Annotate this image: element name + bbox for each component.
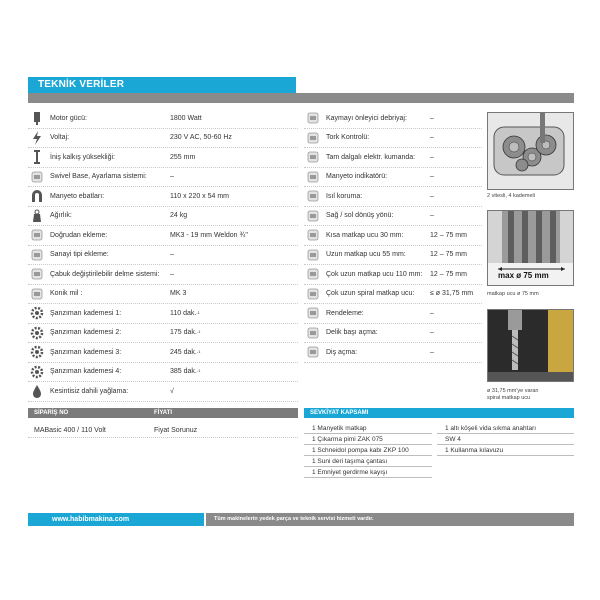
spec-row bbox=[304, 265, 482, 285]
spiral-drill-icon bbox=[304, 286, 322, 302]
spec-value-text: – bbox=[430, 348, 434, 356]
spec-label: Şanzıman kademesi 3: bbox=[50, 348, 122, 356]
spec-label: Kesintisiz dahili yağlama: bbox=[50, 387, 129, 395]
drill-caption-1: ø 31,75 mm'ye varan bbox=[487, 388, 539, 394]
spec-row bbox=[304, 324, 482, 344]
shipping-header: SEVKİYAT KAPSAMI bbox=[304, 408, 574, 418]
spec-value-text: 255 mm bbox=[170, 153, 196, 161]
spec-value-text: – bbox=[430, 134, 434, 142]
thread-icon bbox=[304, 344, 322, 360]
spec-row bbox=[304, 187, 482, 207]
spec-row bbox=[28, 304, 298, 324]
spec-value-text: 230 V AC, 50-60 Hz bbox=[170, 134, 232, 142]
drop-icon bbox=[28, 383, 46, 399]
spec-label: Swivel Base, Ayarlama sistemi: bbox=[50, 173, 147, 181]
height-arrow-icon bbox=[28, 149, 46, 165]
spec-value-text: – bbox=[430, 153, 434, 161]
spec-value bbox=[166, 290, 298, 297]
spec-row bbox=[304, 148, 482, 168]
spec-label: Şanzıman kademesi 2: bbox=[50, 329, 122, 337]
spec-value bbox=[428, 134, 482, 141]
gearbox-caption: 2 vitesli, 4 kademeli bbox=[487, 193, 535, 199]
swivel-base-icon bbox=[28, 169, 46, 185]
spec-value-text: 385 dak. bbox=[170, 368, 197, 376]
order-col-sku: SİPARİŞ NO bbox=[34, 410, 69, 416]
spec-value-unit-exponent: -1 bbox=[196, 329, 201, 335]
spec-value bbox=[428, 232, 482, 239]
spec-value-text: – bbox=[170, 251, 174, 259]
order-price: Fiyat Sorunuz bbox=[154, 427, 198, 434]
spec-row bbox=[304, 285, 482, 305]
spec-value-text: 12 – 75 mm bbox=[430, 270, 467, 278]
lightning-icon bbox=[28, 130, 46, 146]
spec-value-text: 12 – 75 mm bbox=[430, 251, 467, 259]
spec-label: Voltaj: bbox=[50, 134, 70, 142]
spec-value bbox=[166, 173, 298, 180]
spec-label: Diş açma: bbox=[326, 348, 358, 356]
weight-icon bbox=[28, 208, 46, 224]
list-item: 1 altı köşeli vida sıkma anahtarı bbox=[437, 423, 574, 434]
spec-value-text: 175 dak. bbox=[170, 329, 197, 337]
torque-icon bbox=[304, 130, 322, 146]
list-item: 1 Manyetik matkap bbox=[304, 423, 432, 434]
spec-row bbox=[28, 265, 298, 285]
spec-value bbox=[428, 271, 482, 278]
spec-value-unit-exponent: -1 bbox=[196, 348, 201, 354]
spec-row bbox=[304, 168, 482, 188]
list-item: 1 Emniyet gerdirme kayışı bbox=[304, 467, 432, 478]
spec-value-text: 245 dak. bbox=[170, 348, 197, 356]
spec-value-text: – bbox=[170, 173, 174, 181]
spec-value-text: 12 – 75 mm bbox=[430, 231, 467, 239]
spec-value bbox=[166, 329, 298, 336]
spec-label: Ağırlık: bbox=[50, 212, 72, 220]
spec-value bbox=[166, 115, 298, 122]
drill-caption-2: spiral matkap ucu bbox=[487, 395, 531, 401]
spec-label: Kaymayı önleyici debriyaj: bbox=[326, 114, 407, 122]
spec-row bbox=[28, 187, 298, 207]
spec-value bbox=[428, 193, 482, 200]
spec-table-left bbox=[28, 109, 298, 402]
spec-row bbox=[28, 324, 298, 344]
spec-value bbox=[166, 193, 298, 200]
spec-row bbox=[28, 148, 298, 168]
header-divider bbox=[28, 93, 574, 103]
long-cutter-icon bbox=[304, 247, 322, 263]
spec-label: Sağ / sol dönüş yönü: bbox=[326, 212, 394, 220]
shipping-list-right bbox=[437, 423, 574, 456]
spec-value bbox=[428, 349, 482, 356]
spec-value-unit-exponent: -1 bbox=[196, 309, 200, 315]
spec-value-text: 110 dak. bbox=[170, 309, 197, 317]
cutter-caption: matkap ucu ø 75 mm bbox=[487, 291, 539, 297]
spec-label: Konik mil : bbox=[50, 290, 83, 298]
order-header bbox=[28, 408, 298, 418]
motor-icon bbox=[28, 110, 46, 126]
spec-value-text: 24 kg bbox=[170, 212, 188, 220]
thermo-icon bbox=[304, 188, 322, 204]
list-item: 1 Kullanma kılavuzu bbox=[437, 445, 574, 456]
spec-value bbox=[428, 173, 482, 180]
spec-row bbox=[28, 285, 298, 305]
spec-value-text: 110 x 220 x 54 mm bbox=[170, 192, 230, 200]
spec-row bbox=[304, 304, 482, 324]
spec-value-text: – bbox=[430, 173, 434, 181]
spec-table-right bbox=[304, 109, 482, 363]
spec-label: Çabuk değiştirilebilir delme sistemi: bbox=[50, 270, 160, 278]
spec-value bbox=[166, 349, 298, 356]
spec-label: Manyeto ebatları: bbox=[50, 192, 105, 200]
spec-value bbox=[428, 251, 482, 258]
spec-value-text: 1800 Watt bbox=[170, 114, 202, 122]
countersink-icon bbox=[304, 325, 322, 341]
shipping-list-left bbox=[304, 423, 432, 478]
spec-value bbox=[166, 310, 298, 317]
spec-value bbox=[166, 271, 298, 278]
spec-value bbox=[428, 115, 482, 122]
spec-row bbox=[28, 226, 298, 246]
reaming-icon bbox=[304, 305, 322, 321]
spec-value-text: – bbox=[430, 329, 434, 337]
list-item: SW 4 bbox=[437, 434, 574, 445]
spec-value bbox=[166, 232, 298, 239]
spec-row bbox=[28, 246, 298, 266]
list-item: 1 Suni deri taşıma çantası bbox=[304, 456, 432, 467]
spec-row bbox=[28, 343, 298, 363]
footer-note: Tüm makinelerin yedek parça ve teknik servisi hizmeti vardır. bbox=[206, 513, 574, 526]
spec-value-text: √ bbox=[170, 387, 174, 395]
spec-value bbox=[166, 368, 298, 375]
spec-label: İniş kalkış yüksekliği: bbox=[50, 153, 115, 161]
spec-label: Uzun matkap ucu 55 mm: bbox=[326, 251, 406, 259]
spec-label: Kısa matkap ucu 30 mm: bbox=[326, 231, 404, 239]
spec-value bbox=[166, 154, 298, 161]
table-row bbox=[28, 424, 298, 438]
spec-value bbox=[428, 212, 482, 219]
order-col-price: FİYATI bbox=[154, 410, 173, 416]
spec-value-text: MK3 - 19 mm Weldon ¾" bbox=[170, 231, 248, 239]
spec-row bbox=[304, 226, 482, 246]
spec-label: Motor gücü: bbox=[50, 114, 87, 122]
spec-row bbox=[304, 129, 482, 149]
spec-value bbox=[428, 290, 482, 297]
cutter-max-label: max ø 75 mm bbox=[498, 271, 549, 280]
list-item: 1 Çıkarma pimi ZAK 075 bbox=[304, 434, 432, 445]
spec-label: Isıl koruma: bbox=[326, 192, 363, 200]
spec-label: Çok uzun matkap ucu 110 mm: bbox=[326, 270, 423, 278]
quick-change-icon bbox=[28, 266, 46, 282]
spec-row bbox=[304, 207, 482, 227]
order-sku: MABasic 400 / 110 Volt bbox=[34, 427, 106, 434]
spec-label: Rendeleme: bbox=[326, 309, 364, 317]
chuck-icon bbox=[28, 227, 46, 243]
spec-row bbox=[304, 109, 482, 129]
spec-label: Manyeto indikatörü: bbox=[326, 173, 388, 181]
gearbox-image bbox=[487, 112, 574, 190]
spec-value bbox=[428, 329, 482, 336]
extra-long-cutter-icon bbox=[304, 266, 322, 282]
spec-label: Çok uzun spiral matkap ucu: bbox=[326, 290, 415, 298]
spec-value-text: – bbox=[170, 270, 174, 278]
spec-value-text: MK 3 bbox=[170, 290, 187, 298]
spec-value bbox=[166, 134, 298, 141]
wave-icon bbox=[304, 149, 322, 165]
gear-icon bbox=[28, 344, 46, 360]
spec-row bbox=[304, 343, 482, 363]
spec-label: Doğrudan ekleme: bbox=[50, 231, 108, 239]
spec-label: Şanzıman kademesi 4: bbox=[50, 368, 122, 376]
spec-row bbox=[28, 207, 298, 227]
rotation-icon bbox=[304, 208, 322, 224]
cone-icon bbox=[28, 286, 46, 302]
list-item: 1 Schneidol pompa kabı ZKP 100 bbox=[304, 445, 432, 456]
short-cutter-icon bbox=[304, 227, 322, 243]
spec-label: Tam dalgalı elektr. kumanda: bbox=[326, 153, 416, 161]
magnet-indicator-icon bbox=[304, 169, 322, 185]
footer-url[interactable]: www.habibmakina.com bbox=[28, 513, 204, 526]
spec-row bbox=[28, 382, 298, 402]
spec-label: Tork Kontrolü: bbox=[326, 134, 370, 142]
magnet-icon bbox=[28, 188, 46, 204]
gear-icon bbox=[28, 305, 46, 321]
spec-row bbox=[28, 129, 298, 149]
industrial-icon bbox=[28, 247, 46, 263]
spec-value-text: – bbox=[430, 114, 434, 122]
spec-label: Şanzıman kademesi 1: bbox=[50, 309, 122, 317]
spec-value bbox=[166, 251, 298, 258]
spec-value-text: ≤ ø 31,75 mm bbox=[430, 290, 474, 298]
cutter-image bbox=[487, 210, 574, 286]
spec-value bbox=[166, 388, 298, 395]
spec-value bbox=[428, 310, 482, 317]
spec-value-text: – bbox=[430, 309, 434, 317]
spec-row bbox=[304, 246, 482, 266]
slip-clutch-icon bbox=[304, 110, 322, 126]
spec-row bbox=[28, 168, 298, 188]
gear-icon bbox=[28, 325, 46, 341]
spec-value bbox=[166, 212, 298, 219]
spec-row bbox=[28, 109, 298, 129]
spec-row bbox=[28, 363, 298, 383]
spec-value-unit-exponent: -1 bbox=[196, 368, 201, 374]
spec-value-text: – bbox=[430, 212, 434, 220]
spec-label: Sanayi tipi ekleme: bbox=[50, 251, 109, 259]
spec-label: Delik başı açma: bbox=[326, 329, 378, 337]
spiral-drill-image bbox=[487, 309, 574, 382]
gear-icon bbox=[28, 364, 46, 380]
spec-value-text: – bbox=[430, 192, 434, 200]
spec-value bbox=[428, 154, 482, 161]
page-title: TEKNİK VERİLER bbox=[38, 79, 125, 90]
